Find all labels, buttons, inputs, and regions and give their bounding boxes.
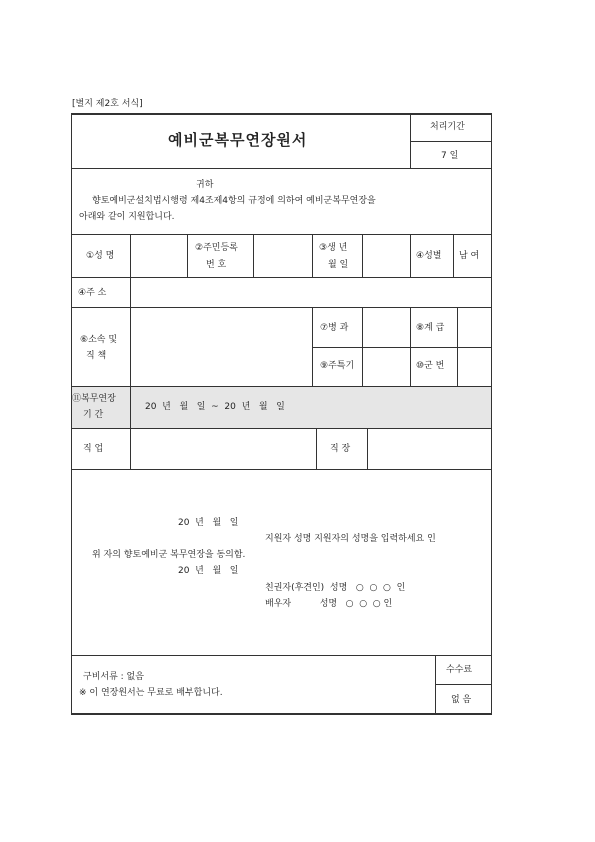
rule-fee-split xyxy=(435,684,492,685)
rule-after-title xyxy=(71,168,492,169)
table-border-right xyxy=(491,113,492,715)
intro-line-2: 아래와 같이 지원합니다. xyxy=(79,212,175,222)
spouse-signature: 배우자 성명 ○ ○ ○ 인 xyxy=(265,599,393,609)
extension-label-line1: ⑪복무연장 xyxy=(72,394,116,404)
occupation-label: 직 업 xyxy=(83,444,104,454)
affiliation-label-line2: 직 책 xyxy=(86,351,107,361)
divider-name-label xyxy=(130,234,131,278)
processing-period-value: 7 일 xyxy=(441,151,459,161)
form-number-label: [별지 제2호 서식] xyxy=(72,99,143,109)
table-border-bottom xyxy=(71,713,492,715)
workplace-label: 직 장 xyxy=(330,444,351,454)
address-label: ④주 소 xyxy=(78,288,107,298)
fee-value: 없 음 xyxy=(451,695,472,705)
affiliation-label-line1: ⑥소속 및 xyxy=(80,335,118,345)
guardian-signature: 친권자(후견인) 성명 ○ ○ ○ 인 xyxy=(265,583,406,593)
consent-date: 20 년 월 일 xyxy=(178,566,239,576)
divider-occupation-value xyxy=(316,428,317,470)
rule-after-occupation xyxy=(71,469,492,470)
table-border-left xyxy=(71,113,72,715)
divider-sex-label xyxy=(453,234,454,278)
intro-line-1: 향토예비군설치법시행령 제4조제4항의 규정에 의하여 예비군복무연장을 xyxy=(92,196,376,206)
fee-label: 수수료 xyxy=(446,665,473,675)
processing-period-label: 처리기간 xyxy=(430,122,465,132)
divider-affiliation-label xyxy=(130,307,131,387)
rule-after-extension xyxy=(71,428,492,429)
birth-date-label-line2: 월 일 xyxy=(328,260,349,270)
table-border-top xyxy=(71,113,492,115)
application-date: 20 년 월 일 xyxy=(178,518,239,528)
divider-birth-value xyxy=(410,234,411,278)
rule-before-footer xyxy=(71,655,492,656)
divider-resident-label xyxy=(253,234,254,278)
required-documents: 구비서류 : 없음 xyxy=(83,672,144,682)
divider-branch-value xyxy=(410,307,411,387)
addressee: 귀하 xyxy=(196,180,214,190)
sex-label: ④성별 xyxy=(416,251,442,261)
divider-occupation-label xyxy=(130,428,131,470)
free-distribution-note: ※ 이 연장원서는 무료로 배부합니다. xyxy=(79,688,223,698)
divider-rank-label xyxy=(457,307,458,387)
page-title: 예비군복무연장원서 xyxy=(168,131,308,149)
divider-birth-label xyxy=(362,234,363,278)
rule-after-intro xyxy=(71,234,492,235)
rank-label: ⑧계 급 xyxy=(416,323,445,333)
birth-date-label-line1: ③생 년 xyxy=(319,243,348,253)
rule-mid-affiliation xyxy=(312,347,492,348)
applicant-signature: 지원자 성명 지원자의 성명을 입력하세요 인 xyxy=(265,534,436,544)
extension-period: 20 년 월 일 ~ 20 년 월 일 xyxy=(145,402,285,412)
specialty-label: ⑨주특기 xyxy=(320,361,355,371)
resident-number-label-line2: 번 호 xyxy=(206,260,227,270)
divider-extension xyxy=(130,386,131,429)
rule-after-affiliation xyxy=(71,386,492,387)
consent-statement: 위 자의 향토예비군 복무연장을 동의함. xyxy=(92,550,246,560)
divider-title-processing xyxy=(410,113,411,169)
branch-label: ⑦병 과 xyxy=(320,323,349,333)
divider-affiliation-value xyxy=(312,307,313,387)
name-label: ①성 명 xyxy=(86,251,115,261)
divider-resident-value xyxy=(312,234,313,278)
resident-number-label-line1: ②주민등록 xyxy=(195,243,238,253)
divider-address xyxy=(130,277,131,308)
divider-fee xyxy=(435,655,436,714)
divider-workplace-label xyxy=(367,428,368,470)
divider-branch-label xyxy=(362,307,363,387)
service-number-label: ⑩군 번 xyxy=(416,361,445,371)
extension-label-line2: 기 간 xyxy=(83,410,104,420)
divider-name-value xyxy=(187,234,188,278)
rule-processing-split xyxy=(410,141,492,142)
rule-after-address xyxy=(71,307,492,308)
sex-options: 남 여 xyxy=(459,251,480,261)
rule-after-personal xyxy=(71,277,492,278)
